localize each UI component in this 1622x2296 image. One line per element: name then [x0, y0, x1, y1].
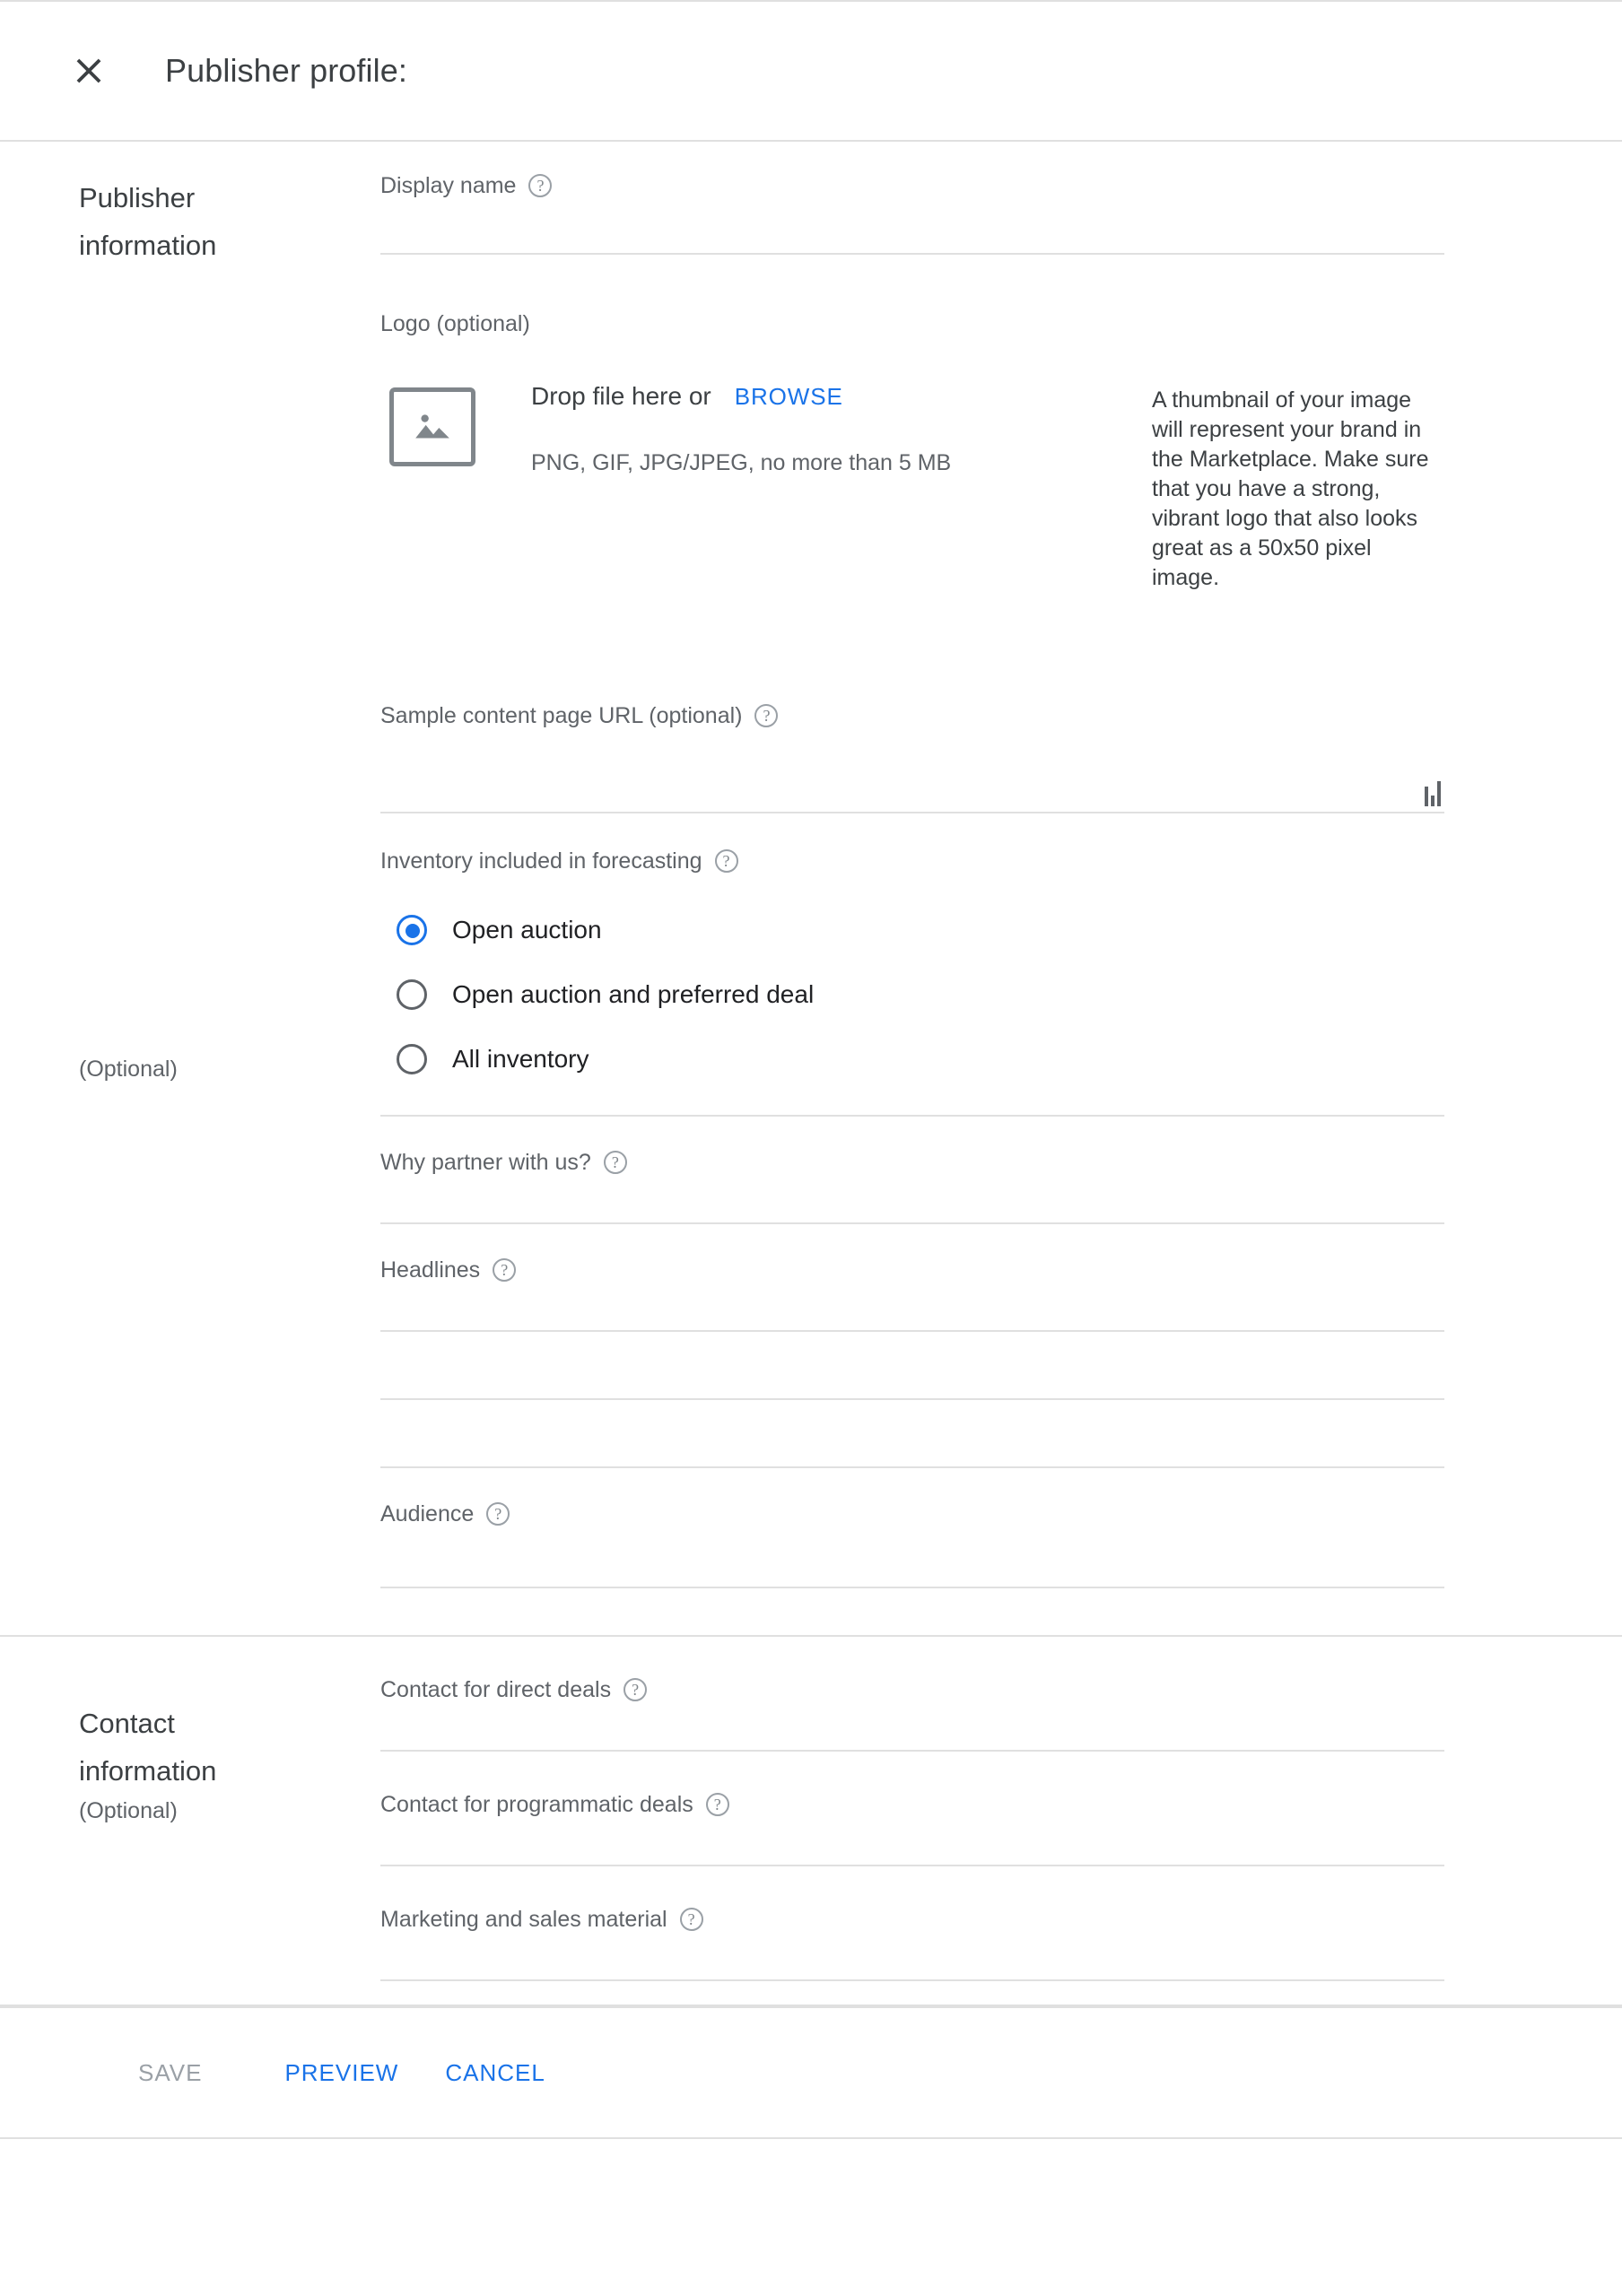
- field-why-partner: [380, 1117, 1444, 1224]
- direct-deals-label-text: Contact for direct deals: [380, 1677, 612, 1702]
- direct-deals-label: [380, 1676, 1444, 1703]
- marketing-material-label-text: Marketing and sales material: [380, 1907, 667, 1932]
- bar-chart-icon[interactable]: [1425, 783, 1441, 812]
- field-marketing-material: [380, 1866, 1444, 1981]
- radio-label: Open auction and preferred deal: [452, 980, 815, 1008]
- field-inventory-forecasting: [380, 813, 1444, 1117]
- help-icon[interactable]: ?: [754, 704, 778, 727]
- close-icon[interactable]: [65, 47, 113, 95]
- field-sample-url: [380, 593, 1444, 813]
- headlines-input-3[interactable]: [380, 1400, 1444, 1468]
- section-label-publisher-information: [0, 142, 350, 1635]
- section-optional-note: (Optional): [79, 1798, 178, 1823]
- display-name-label-text: Display name: [380, 173, 517, 198]
- field-contact-programmatic-deals: [380, 1752, 1444, 1866]
- logo-format-hint: PNG, GIF, JPG/JPEG, no more than 5 MB: [531, 450, 952, 475]
- programmatic-deals-label: [380, 1791, 1444, 1818]
- radio-label: Open auction: [452, 916, 602, 944]
- headlines-input-2[interactable]: [380, 1332, 1444, 1400]
- headlines-label: [380, 1257, 1444, 1283]
- field-headlines: [380, 1224, 1444, 1468]
- drop-file-line: [531, 382, 951, 411]
- help-icon[interactable]: ?: [493, 1258, 516, 1282]
- radio-button[interactable]: [397, 1044, 427, 1074]
- dialog-footer: [0, 2006, 1622, 2139]
- field-audience: [380, 1468, 1444, 1588]
- marketing-material-label: [380, 1906, 1444, 1933]
- why-partner-label: [380, 1149, 1444, 1176]
- browse-button[interactable]: BROWSE: [734, 383, 843, 410]
- image-placeholder-icon: [389, 387, 475, 466]
- audience-label-text: Audience: [380, 1501, 475, 1526]
- section-publisher-information: [0, 142, 1622, 1637]
- sample-url-input[interactable]: [380, 758, 1444, 813]
- cancel-button[interactable]: CANCEL: [445, 2058, 545, 2086]
- logo-dropzone-text: [531, 382, 951, 476]
- logo-label-text: Logo (optional): [380, 311, 530, 336]
- preview-button[interactable]: PREVIEW: [284, 2058, 399, 2086]
- display-name-label: [380, 172, 1444, 199]
- section-label-contact-information: [0, 1637, 350, 2005]
- help-icon[interactable]: ?: [706, 1793, 729, 1816]
- field-logo: [380, 255, 1444, 593]
- why-partner-label-text: Why partner with us?: [380, 1150, 591, 1175]
- dialog-header: [0, 0, 1622, 142]
- section-contact-information: [0, 1637, 1622, 2006]
- help-icon[interactable]: ?: [715, 849, 738, 873]
- marketing-material-input[interactable]: [380, 1979, 1444, 1981]
- section-body-publisher-information: [350, 142, 1552, 1635]
- sample-url-label-text: Sample content page URL (optional): [380, 703, 743, 728]
- headlines-label-text: Headlines: [380, 1257, 481, 1283]
- inventory-radio-group: [380, 898, 1444, 1091]
- help-icon[interactable]: ?: [624, 1678, 647, 1701]
- field-contact-direct-deals: [380, 1637, 1444, 1752]
- drop-file-text: Drop file here or: [531, 382, 711, 410]
- radio-option-all-inventory[interactable]: [380, 1027, 1444, 1091]
- radio-button[interactable]: [397, 915, 427, 945]
- programmatic-deals-label-text: Contact for programmatic deals: [380, 1792, 693, 1817]
- section-body-contact-information: [350, 1637, 1552, 2005]
- field-display-name: [380, 142, 1444, 255]
- save-button[interactable]: SAVE: [138, 2058, 203, 2086]
- radio-button[interactable]: [397, 979, 427, 1010]
- logo-label: [380, 310, 1444, 337]
- sample-url-label: [380, 702, 1444, 729]
- section-title: Publisher information: [79, 182, 217, 261]
- logo-upload-row: [380, 382, 1444, 593]
- inventory-label-text: Inventory included in forecasting: [380, 848, 702, 874]
- inventory-label: [380, 848, 1444, 874]
- radio-label: All inventory: [452, 1045, 589, 1073]
- help-icon[interactable]: ?: [680, 1908, 703, 1931]
- page-title: Publisher profile:: [165, 52, 407, 89]
- radio-option-open-auction[interactable]: [380, 898, 1444, 962]
- audience-label: [380, 1500, 1444, 1527]
- radio-option-open-auction-and-preferred-deal[interactable]: [380, 962, 1444, 1027]
- logo-dropzone[interactable]: [380, 382, 1152, 476]
- logo-help-note: A thumbnail of your image will represent your brand in the Marketplace. Make sure that you have a strong, vibrant logo that also looks great as a 50x50 pixel image.: [1152, 387, 1429, 590]
- section-optional-note: (Optional): [79, 1057, 178, 1082]
- help-icon[interactable]: ?: [486, 1502, 510, 1526]
- help-icon[interactable]: ?: [528, 174, 552, 197]
- help-icon[interactable]: ?: [604, 1151, 627, 1174]
- section-title: Contact information: [79, 1708, 217, 1787]
